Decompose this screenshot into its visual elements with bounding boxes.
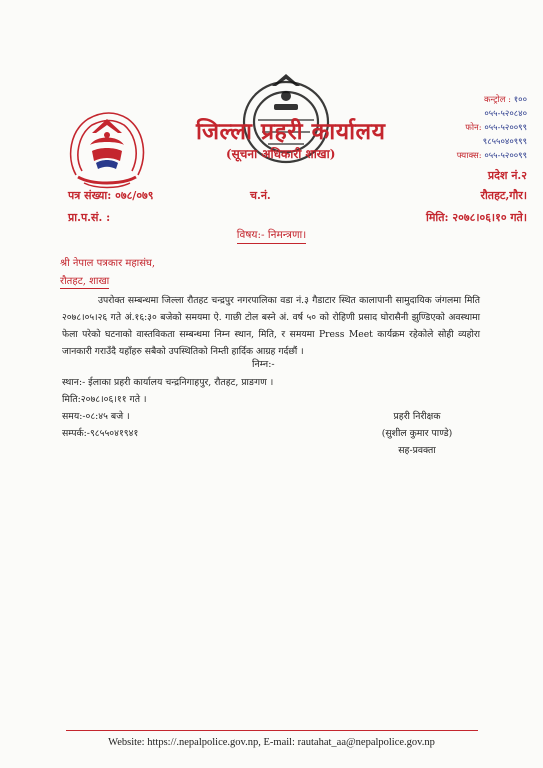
dispatch-number: प्रा.प.सं. : — [68, 211, 111, 224]
contact-fax: फ्याक्स: ०५५-५२००९९ — [456, 151, 527, 161]
subject-line: विषय:- निमन्त्रणा। — [0, 228, 543, 244]
contact-control: कन्ट्रोल : १०० — [484, 95, 527, 105]
detail-contact: सम्पर्क:-९८५५०४१९४१ — [62, 428, 139, 439]
contact-mobile: ९८५५०४०९९९ — [482, 137, 527, 147]
nepal-emblem-logo — [62, 105, 152, 191]
reference-number: पत्र संख्या: ०७८/०७९ — [68, 189, 154, 202]
signatory-rank: प्रहरी निरीक्षक — [393, 411, 441, 422]
letter-date: मिति: २०७८।०६।१० गते। — [426, 211, 527, 224]
province-label: प्रदेश नं.२ — [487, 169, 527, 182]
dispatch-code: च.नं. — [250, 189, 271, 202]
detail-date: मिति:२०७८।०६।११ गते । — [62, 394, 147, 405]
letter-body: उपरोक्त सम्बन्धमा जिल्ला रौतहट चन्द्रपुर नगरपालिका वडा नं.३ गैडाटार स्थित कालापानी सामुदायिक जंगलमा मिति २०७८।०५।२६ गते अं.१६:३० बजेको समयमा ऐ. गाछी टोल बस्ने अं. वर्ष ५० को रोहिणी प्रसाद घोरासैनी झुण्डिएको अवस्थामा फेला परेको घटनाको वास्तविकता सम्बन्धमा निम्न स्थान, मिति, र समयमा Press Meet कार्यक्रम रहेकोले सोही व्यहोरा जानकारी गराउँदै यहाँहरु सबैको उपस्थितिको निम्ती हार्दिक आग्रह गर्दछौं । — [62, 295, 480, 357]
place-label: रौतहट,गौर। — [480, 189, 527, 202]
office-title: जिल्ला प्रहरी कार्यालय — [196, 118, 386, 145]
recipient-branch: रौतहट, शाखा — [60, 273, 109, 289]
contact-phone-1: ०५५-५२०८४० — [484, 109, 527, 119]
office-subtitle: (सूचना अधिकारी शाखा) — [226, 147, 336, 161]
recipient-name: श्री नेपाल पत्रकार महासंघ, — [60, 258, 156, 269]
contact-phone-2: फोन: ०५५-५२००९९ — [465, 123, 527, 133]
footer-contact: Website: https://.nepalpolice.gov.np, E-mail: rautahat_aa@nepalpolice.gov.np — [108, 737, 435, 748]
detail-time: समय:-०८:४५ बजे । — [62, 411, 130, 422]
signatory-name: (सुशील कुमार पाण्डे) — [381, 428, 453, 439]
footer-divider — [66, 730, 478, 731]
details-heading: निम्न:- — [252, 359, 275, 370]
detail-venue: स्थान:- ईलाका प्रहरी कार्यालय चन्द्रनिगाहपुर, रौतहट, प्राङगण । — [62, 377, 274, 388]
signatory-role: सह-प्रवक्ता — [398, 445, 436, 456]
